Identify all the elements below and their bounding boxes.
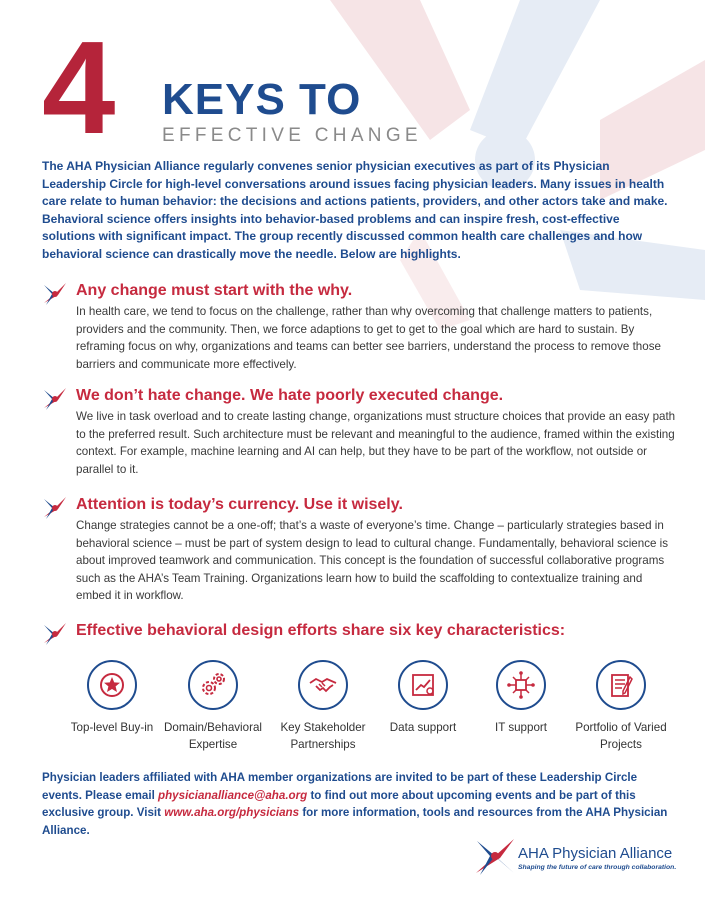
characteristic-top-level-buy-in xyxy=(60,660,164,736)
star-badge-icon xyxy=(96,669,128,701)
star-logo-icon xyxy=(474,835,516,877)
section-six-characteristics xyxy=(42,621,682,647)
characteristic-label: Data support xyxy=(389,721,457,734)
data-chart-icon xyxy=(407,669,439,701)
section-why xyxy=(42,281,682,371)
portfolio-icon xyxy=(605,669,637,701)
intro-paragraph: The AHA Physician Alliance regularly convenes senior physician executives as part of its Physician Leadership Circle for high-level conversations around issues facing physician leaders. Many issues in health care relate to human behavior: the decisions and actions patients, providers, and other actors take and make. Behavioral science offers insights into behavior-based problems and can inspire fresh, cost-effective solutions with significant impact. The group recently discussed common health care challenges and how behavioral science can drastically move the needle. Below are highlights. xyxy=(42,159,668,261)
section-body: Change strategies cannot be a one-off; that’s a waste of everyone’s time. Change – particularly strategies based in behavioral science – must be part of system design to lead to cultural change. Fundamentally, behavioral science is about improved teamwork and communication. This concept is the foundation of successful collaborative programs such as the AHA’s Team Training. Organizations learn how to build the scaffolding to contextualize training and embed it in workflow. xyxy=(76,519,669,602)
characteristic-label: IT support xyxy=(495,721,547,734)
section-attention-currency xyxy=(42,495,682,605)
characteristic-portfolio xyxy=(569,660,673,753)
characteristic-label: Key Stakeholder Partnerships xyxy=(280,721,366,751)
handshake-icon xyxy=(307,669,339,701)
logo-name: AHA Physician Alliance xyxy=(518,845,673,862)
gears-icon xyxy=(197,669,229,701)
star-bullet-icon xyxy=(42,281,68,307)
logo-tagline: Shaping the future of care through collaboration. xyxy=(518,864,677,871)
characteristic-domain-expertise xyxy=(161,660,265,753)
star-bullet-icon xyxy=(42,495,68,521)
section-title: Any change must start with the why. xyxy=(76,282,353,299)
characteristic-it-support xyxy=(469,660,573,736)
characteristic-data-support xyxy=(371,660,475,736)
page-subtitle: EFFECTIVE CHANGE xyxy=(162,125,422,146)
star-bullet-icon xyxy=(42,386,68,412)
section-body: We live in task overload and to create lasting change, organizations must structure choices that provide an easy path to the preferred result. Such architecture must be relevant and meaningful to the audience, framed within the existing context. For example, machine learning and AI can help, but they have to be part of the workflow, not outside or parallel to it. xyxy=(76,410,676,476)
closing-paragraph: Physician leaders affiliated with AHA member organizations are invited to be part of these Leadership Circle events. Please email physicianalliance@aha.org to find out more about upcoming events and be part of this exclusive group. Visit www.aha.org/physicians for more information, tools and resources from the AHA Physician Alliance. xyxy=(42,771,668,837)
website-link[interactable]: www.aha.org/physicians xyxy=(164,806,300,819)
characteristic-label: Domain/Behavioral Expertise xyxy=(164,721,262,751)
section-body: In health care, we tend to focus on the challenge, rather than why overcoming that challenge matters to patients, providers and the community. Then, we force adaptions to get to get to the goal which are hard to sustain. By reframing focus on why, organizations and teams can better see barriers, understand the process to remove those barriers and communicate more effectively. xyxy=(76,305,661,371)
characteristic-label: Top-level Buy-in xyxy=(70,721,154,734)
section-title: Effective behavioral design efforts share six key characteristics: xyxy=(76,622,566,639)
characteristic-label: Portfolio of Varied Projects xyxy=(575,721,667,751)
characteristic-stakeholder-partnerships xyxy=(271,660,375,753)
page-title: KEYS TO xyxy=(162,75,362,124)
section-title: Attention is today’s currency. Use it wisely. xyxy=(76,496,403,513)
section-title: We don’t hate change. We hate poorly executed change. xyxy=(76,387,504,404)
star-bullet-icon xyxy=(42,621,68,647)
circuit-icon xyxy=(505,669,537,701)
aha-physician-alliance-logo xyxy=(474,833,677,881)
email-link[interactable]: physicianalliance@aha.org xyxy=(158,788,308,802)
big-number-four: 4 xyxy=(42,14,112,161)
section-poorly-executed-change xyxy=(42,386,682,476)
